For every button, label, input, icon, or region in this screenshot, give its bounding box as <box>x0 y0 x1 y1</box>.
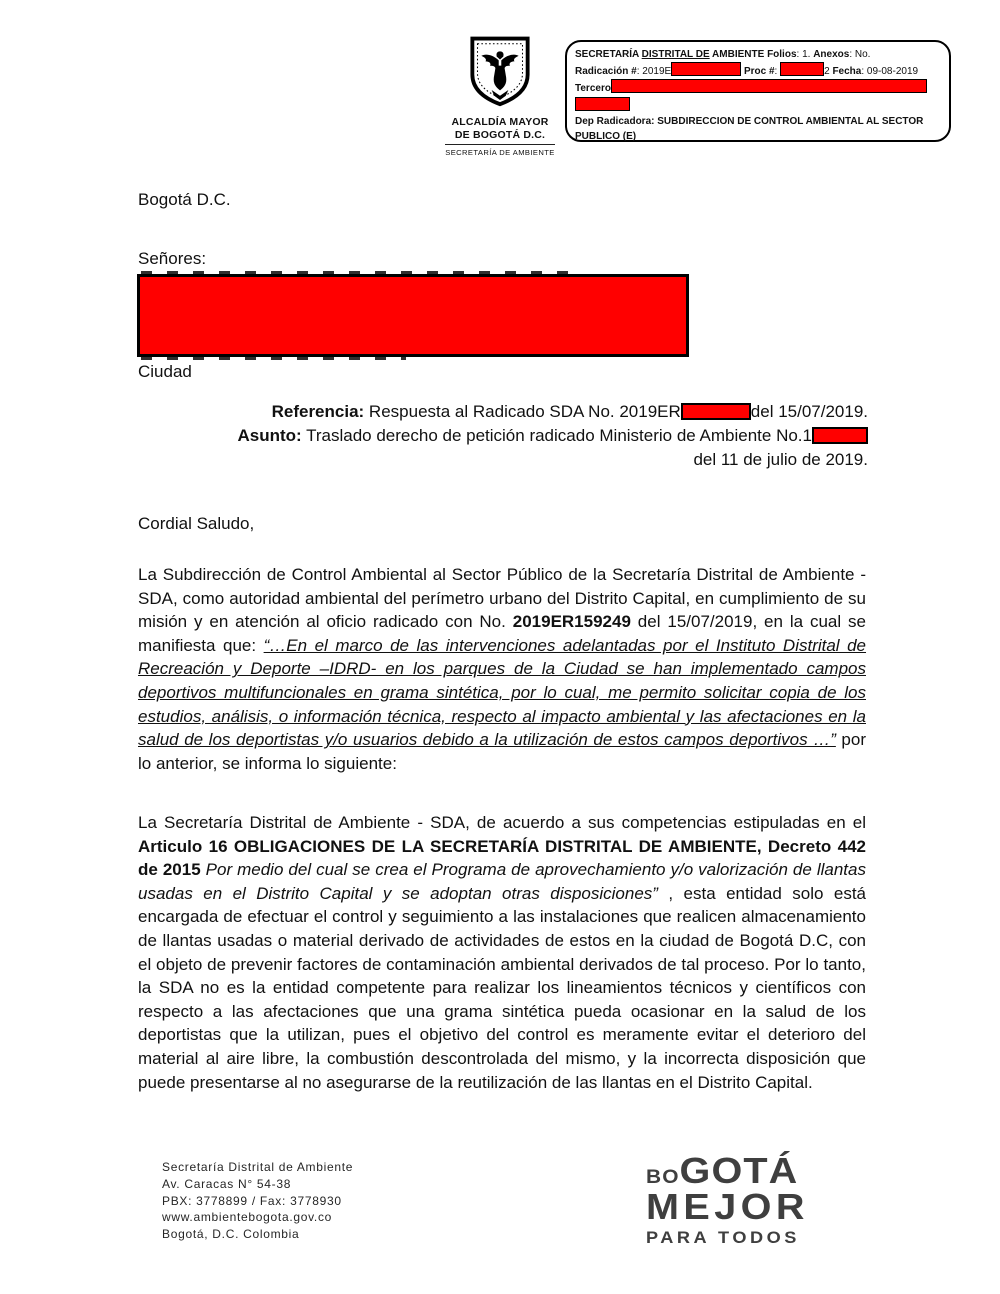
text-segment: Dep Radicadora: SUBDIRECCION DE CONTROL AMBIENTAL AL SECTOR PUBLICO (E) <box>575 115 924 143</box>
city-date-line: Bogotá D.C. <box>138 190 231 209</box>
text-segment: 2019ER159249 <box>512 612 631 632</box>
footer-address-line: Secretaría Distrital de Ambiente <box>162 1160 354 1174</box>
subject-line <box>138 424 868 448</box>
salutation-line: Señores: <box>138 249 207 268</box>
body-paragraph-2 <box>138 811 866 1094</box>
redaction-box <box>611 79 927 93</box>
text-segment: del 15/07/2019, en la cual se manifiesta que: <box>138 612 866 655</box>
stamp-tercero-line <box>575 79 941 96</box>
footer-address-line: PBX: 3778899 / Fax: 3778930 <box>162 1193 342 1208</box>
text-segment: Radicación # <box>575 66 637 78</box>
text-segment: : No. <box>849 49 871 60</box>
reference-block <box>138 400 868 471</box>
text-segment: del 11 de julio de 2019. <box>693 449 868 469</box>
text-segment: Proc # <box>743 66 775 78</box>
recipient-redaction-box <box>137 274 689 357</box>
text-segment: Anexos <box>813 49 850 60</box>
slogan-mejor: MEJOR <box>646 1186 809 1227</box>
text-segment: La Secretaría Distrital de Ambiente - SDA, de acuerdo a sus competencias estipuladas en el <box>138 813 866 832</box>
text-segment: : <box>774 66 781 78</box>
text-segment: : 1. <box>796 49 814 60</box>
stamp-radicacion-line <box>575 62 941 79</box>
subject-date-line <box>138 448 868 472</box>
text-segment: Fecha <box>832 66 862 78</box>
text-segment: Asunto: <box>237 425 302 445</box>
footer-address-line: Bogotá, D.C. Colombia <box>162 1227 300 1242</box>
bogota-crest-icon <box>467 36 533 108</box>
text-segment: , esta entidad solo está encargada de efectuar el control y seguimiento a las instalaciones que realicen almacenamiento de llantas usadas o material derivado de actividades de estos en la ciudad de Bogotá D.C, con el objeto de prevenir factores de contaminación ambiental derivados de tal proceso. Por lo tanto, la SDA no es la entidad competente para realizar los lineamientos técnicos y científicos con respecto a las afectaciones que una grama sintética pueda ocasionar en la salud de los deportistas que la utilizan, pues el objetivo del control es meramente evitar el deterioro del material al aire libre, la combustión descontrolada del mismo, y la incorrecta disposición que puede presentarse al no asegurarse de la reutilización de las llantas en el Distrito Capital. <box>138 883 866 1092</box>
bogota-mejor-para-todos-logo <box>646 1150 809 1248</box>
footer-address-block <box>162 1159 353 1243</box>
redaction-box <box>575 97 630 111</box>
letterhead-crest <box>441 36 559 160</box>
redaction-box <box>780 62 824 76</box>
redaction-box <box>681 403 751 420</box>
text-segment: Traslado derecho de petición radicado Ministerio de Ambiente No.1 <box>301 425 812 445</box>
text-segment: Respuesta al Radicado SDA No. 2019ER <box>364 402 681 421</box>
text-segment: SECRETARÍA <box>575 49 642 60</box>
text-segment: Folios <box>767 49 797 60</box>
text-segment: DISTRITAL DE <box>641 49 710 60</box>
redaction-box <box>671 62 741 76</box>
footer-address-line: Av. Caracas N° 54-38 <box>162 1176 292 1191</box>
text-segment: del 15/07/2019. <box>750 402 868 421</box>
text-segment: : 09-08-2019 <box>861 66 919 78</box>
slogan-para-todos: PARA TODOS <box>646 1229 800 1247</box>
radicacion-stamp-box <box>565 40 951 142</box>
body-paragraph-1 <box>138 563 866 775</box>
crest-title-line2: DE BOGOTÁ D.C. <box>454 128 546 141</box>
text-segment: AMBIENTE <box>709 49 765 60</box>
redaction-box <box>812 427 868 444</box>
text-segment: Tercero <box>575 83 611 95</box>
text-segment: 2 <box>824 66 833 78</box>
text-segment: Referencia: <box>271 402 365 421</box>
footer-website-line: www.ambientebogota.gov.co <box>162 1210 333 1225</box>
reference-line <box>138 400 868 424</box>
text-segment: Por medio del cual se crea el Programa de aprovechamiento y/o valorización de llantas usadas en el Distrito Capital y se adoptan otras disposiciones” <box>138 860 866 903</box>
text-segment: “…En el marco de las intervenciones adelantadas por el Instituto Distrital de Recreación y Deporte –IDRD- en los parques de la Ciudad se han implementado campos deportivos multifuncionales en grama sintética, por lo cual, me permito solicitar copia de los estudios, análisis, o información técnica, respecto al impacto ambiental y las afectaciones en la salud de los deportistas y/o usuarios debido a la utilización de estos campos deportivos …” <box>138 635 867 750</box>
text-segment: por lo anterior, se informa lo siguiente: <box>138 730 866 773</box>
slogan-bo: BO <box>646 1167 680 1188</box>
stamp-redacted-line <box>575 97 941 114</box>
stamp-entity-line <box>575 47 941 62</box>
greeting-line: Cordial Saludo, <box>138 514 255 533</box>
text-segment: : 2019E <box>636 66 672 78</box>
text-segment: La Subdirección de Control Ambiental al Sector Público de la Secretaría Distrital de Ambiente - SDA, como autoridad ambiental del perímetro urbano del Distrito Capital, en cumplimiento de su misión y en atención al oficio radicado con No. <box>138 565 866 632</box>
crest-subtitle: SECRETARÍA DE AMBIENTE <box>445 144 555 157</box>
slogan-gota: GOTÁ <box>679 1150 799 1191</box>
crest-title-line1: ALCALDÍA MAYOR <box>451 116 549 128</box>
stamp-dep-radicadora-line <box>575 114 941 144</box>
text-segment: Articulo 16 OBLIGACIONES DE LA SECRETARÍA DISTRITAL DE AMBIENTE, Decreto 442 de 2015 <box>138 836 866 880</box>
city-line: Ciudad <box>138 362 192 381</box>
